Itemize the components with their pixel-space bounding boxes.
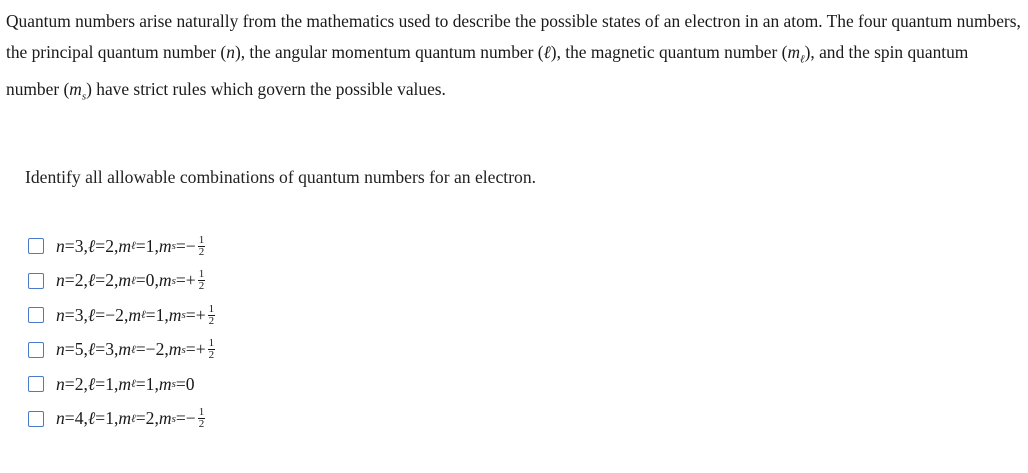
fraction-denominator: 2 <box>198 418 205 431</box>
l-value: 1 <box>105 408 114 429</box>
separator: , <box>123 304 129 325</box>
equals-sign: = <box>64 235 75 256</box>
intro-text-2: ), the angular momentum quantum number ( <box>234 41 544 62</box>
symbol-ml-sub: ℓ <box>131 240 136 253</box>
symbol-ms: m <box>158 373 172 394</box>
ms-sign: − <box>185 235 196 256</box>
symbol-ms: m <box>168 304 182 325</box>
option-formula <box>56 269 205 292</box>
equals-sign: = <box>95 339 106 360</box>
ms-sign: + <box>195 339 206 360</box>
symbol-ml: m <box>118 235 132 256</box>
symbol-ms-sub: s <box>171 378 176 391</box>
intro-text-5: ) have strict rules which govern the possible values. <box>86 79 446 100</box>
equals-sign: = <box>135 270 146 291</box>
ms-fraction <box>198 235 206 258</box>
symbol-l: ℓ <box>87 373 96 394</box>
fraction-numerator: 1 <box>198 406 205 419</box>
ms-fraction <box>208 304 216 327</box>
equals-sign: = <box>175 270 186 291</box>
equals-sign: = <box>95 373 106 394</box>
separator: , <box>114 373 119 394</box>
intro-symbol-l: ℓ <box>543 41 551 62</box>
ml-value: −2 <box>145 339 165 360</box>
n-value: 4 <box>74 408 84 429</box>
separator: , <box>154 235 159 256</box>
equals-sign: = <box>145 304 156 325</box>
equals-sign: = <box>135 339 146 360</box>
fraction-numerator: 1 <box>208 302 215 315</box>
symbol-n: n <box>56 270 65 291</box>
answer-option[interactable] <box>28 264 215 299</box>
ms-sign: − <box>185 408 196 429</box>
separator: , <box>83 235 88 256</box>
ml-value: 1 <box>145 235 155 256</box>
symbol-ms: m <box>158 235 172 256</box>
fraction-numerator: 1 <box>198 268 205 281</box>
option-formula <box>56 407 205 430</box>
symbol-ms-sub: s <box>181 309 186 322</box>
answer-option[interactable] <box>28 298 215 333</box>
answer-option[interactable] <box>28 402 215 437</box>
n-value: 5 <box>74 339 84 360</box>
symbol-l: ℓ <box>87 408 96 429</box>
equals-sign: = <box>135 408 146 429</box>
separator: , <box>164 304 169 325</box>
intro-ms-letter: m <box>69 79 82 100</box>
l-value: 2 <box>105 235 114 256</box>
separator: , <box>154 408 159 429</box>
ml-value: 0 <box>145 270 155 291</box>
symbol-l: ℓ <box>87 339 96 360</box>
ml-value: 2 <box>145 408 155 429</box>
fraction-denominator: 2 <box>208 314 215 327</box>
option-formula <box>56 304 215 327</box>
symbol-ms-sub: s <box>171 274 176 287</box>
equals-sign: = <box>135 235 146 256</box>
option-formula <box>56 338 215 361</box>
equals-sign: = <box>185 304 196 325</box>
intro-text-4: ), and the spin quantum number ( <box>6 41 969 100</box>
symbol-ml: m <box>128 304 142 325</box>
ms-fraction <box>198 407 206 430</box>
fraction-denominator: 2 <box>198 245 205 258</box>
option-checkbox[interactable] <box>28 238 44 254</box>
intro-symbol-ms <box>69 79 87 103</box>
answer-option[interactable] <box>28 229 215 264</box>
fraction-numerator: 1 <box>198 233 205 246</box>
question-prompt: Identify all allowable combinations of quantum numbers for an electron. <box>25 167 537 187</box>
symbol-ml: m <box>118 270 132 291</box>
symbol-ml-sub: ℓ <box>131 274 136 287</box>
symbol-ml-sub: ℓ <box>141 309 146 322</box>
option-checkbox[interactable] <box>28 273 44 289</box>
separator: , <box>154 373 159 394</box>
separator: , <box>154 270 159 291</box>
separator: , <box>83 270 88 291</box>
separator: , <box>114 408 119 429</box>
fraction-denominator: 2 <box>208 349 215 362</box>
symbol-ml-sub: ℓ <box>131 378 136 391</box>
equals-sign: = <box>95 235 106 256</box>
l-value: 3 <box>105 339 114 360</box>
equals-sign: = <box>64 304 75 325</box>
ms-fraction <box>208 338 216 361</box>
ms-fraction <box>198 269 206 292</box>
answer-option[interactable] <box>28 367 215 402</box>
separator: , <box>114 339 119 360</box>
fraction-numerator: 1 <box>208 337 215 350</box>
option-formula <box>56 235 205 258</box>
option-checkbox[interactable] <box>28 307 44 323</box>
intro-text-1: Quantum numbers arise naturally from the mathematics used to describe the possible states of an electron in an atom. The four quantum numbers, the principal quantum number ( <box>6 11 1021 62</box>
intro-ml-letter: m <box>787 41 800 62</box>
equals-sign: = <box>135 373 146 394</box>
equals-sign: = <box>64 373 75 394</box>
symbol-ml-sub: ℓ <box>131 343 136 356</box>
symbol-l: ℓ <box>87 235 96 256</box>
intro-symbol-n: n <box>226 41 235 62</box>
separator: , <box>164 339 169 360</box>
l-value: −2 <box>105 304 124 325</box>
intro-symbol-ml <box>787 41 805 65</box>
separator: , <box>114 270 119 291</box>
symbol-n: n <box>56 408 65 429</box>
ms-value: 0 <box>185 373 195 394</box>
intro-ml-sub: ℓ <box>800 52 805 65</box>
separator: , <box>83 373 88 394</box>
equals-sign: = <box>64 270 75 291</box>
option-checkbox[interactable] <box>28 411 44 427</box>
symbol-ml-sub: ℓ <box>131 412 136 425</box>
ms-sign: + <box>195 304 206 325</box>
equals-sign: = <box>95 408 106 429</box>
n-value: 3 <box>74 235 84 256</box>
symbol-ms-sub: s <box>171 240 176 253</box>
intro-paragraph <box>6 6 1024 112</box>
symbol-ml: m <box>118 373 132 394</box>
ms-sign: + <box>185 270 196 291</box>
answer-option[interactable] <box>28 333 215 368</box>
equals-sign: = <box>175 408 186 429</box>
option-checkbox[interactable] <box>28 342 44 358</box>
equals-sign: = <box>64 408 75 429</box>
answer-options <box>28 229 215 436</box>
equals-sign: = <box>175 235 186 256</box>
symbol-l: ℓ <box>87 270 96 291</box>
symbol-ms: m <box>168 339 182 360</box>
equals-sign: = <box>95 304 106 325</box>
symbol-n: n <box>56 373 65 394</box>
l-value: 1 <box>105 373 114 394</box>
intro-text-3: ), the magnetic quantum number ( <box>550 41 788 62</box>
symbol-ms: m <box>158 408 172 429</box>
symbol-ms-sub: s <box>181 343 186 356</box>
symbol-ml: m <box>118 408 132 429</box>
separator: , <box>114 235 119 256</box>
separator: , <box>83 304 88 325</box>
symbol-n: n <box>56 235 65 256</box>
n-value: 2 <box>74 373 84 394</box>
fraction-denominator: 2 <box>198 280 205 293</box>
equals-sign: = <box>95 270 106 291</box>
symbol-l: ℓ <box>87 304 96 325</box>
ml-value: 1 <box>145 373 155 394</box>
equals-sign: = <box>185 339 196 360</box>
n-value: 2 <box>74 270 84 291</box>
option-formula <box>56 374 195 395</box>
symbol-n: n <box>56 304 65 325</box>
equals-sign: = <box>175 373 186 394</box>
n-value: 3 <box>74 304 84 325</box>
equals-sign: = <box>64 339 75 360</box>
option-checkbox[interactable] <box>28 376 44 392</box>
ml-value: 1 <box>155 304 165 325</box>
separator: , <box>83 339 88 360</box>
intro-ms-sub: s <box>81 90 87 103</box>
symbol-n: n <box>56 339 65 360</box>
symbol-ml: m <box>118 339 132 360</box>
separator: , <box>83 408 88 429</box>
symbol-ms-sub: s <box>171 412 176 425</box>
symbol-ms: m <box>158 270 172 291</box>
l-value: 2 <box>105 270 114 291</box>
